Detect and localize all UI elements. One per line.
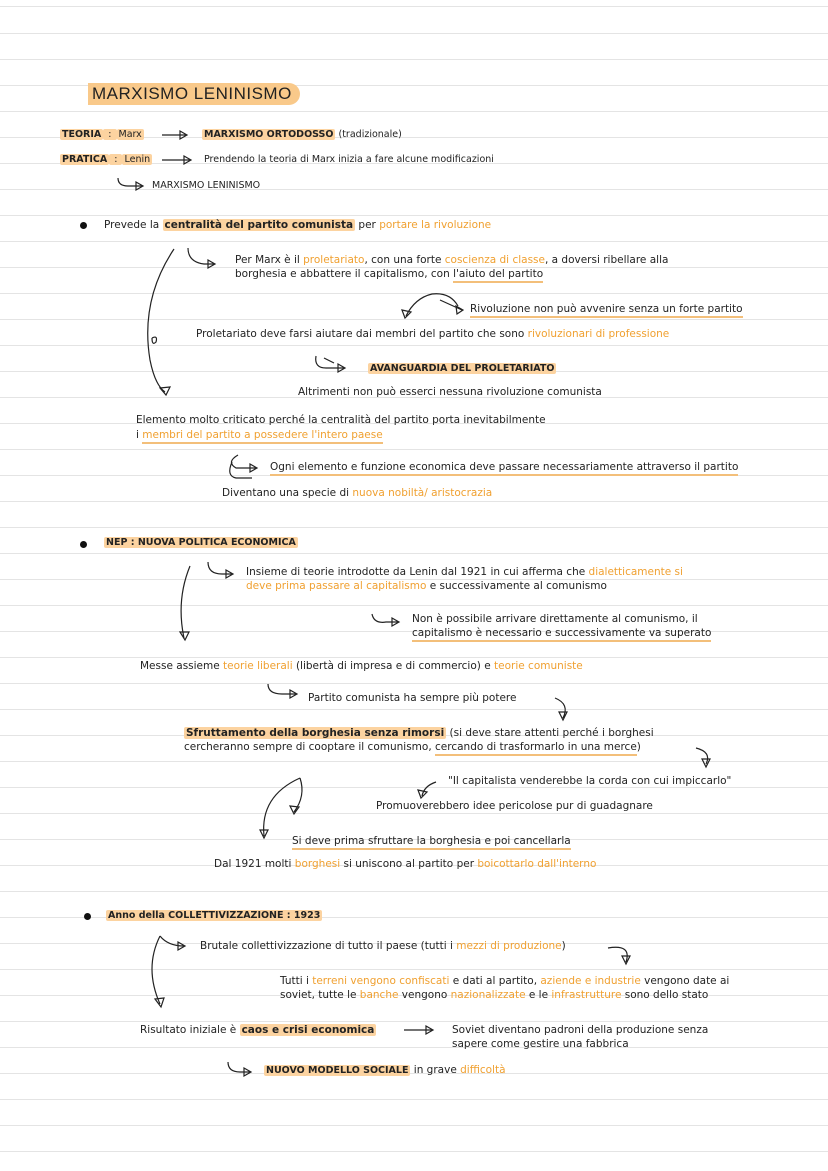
sec2-line11	[292, 835, 571, 848]
sec2-l12d: boicottarlo dall'interno	[477, 858, 597, 870]
sec3-l3c: vengono	[398, 989, 451, 1001]
teoria-note: (tradizionale)	[335, 129, 402, 140]
sec1-line11	[222, 487, 492, 500]
sec2-line5	[140, 660, 583, 673]
arrow-sec3-a	[160, 936, 185, 950]
arrow-pratica-sub	[118, 178, 143, 190]
sec1-l11b: nuova nobiltà/ aristocrazia	[352, 487, 493, 499]
sec1-l2d: coscienza di classe	[444, 254, 545, 266]
sec3-l1a: Brutale collettivizzazione di tutto il paese (tutti i	[200, 940, 457, 952]
teoria-result: MARXISMO ORTODOSSO	[204, 129, 334, 140]
sec2-l11: Si deve prima sfruttare la borghesia e poi cancellarla	[292, 835, 571, 850]
sec3-line1	[200, 940, 566, 953]
sec3-l7b: in grave	[410, 1064, 461, 1076]
sec2-line8	[184, 741, 641, 754]
sec3-line3	[280, 989, 708, 1002]
sec1-l5a: Proletariato deve farsi aiutare dai membri del partito che sono	[196, 328, 528, 340]
arrow-sec2-b	[372, 614, 399, 626]
pratica-value: Lenin	[124, 154, 151, 165]
sec1-l9a: i	[136, 429, 143, 441]
sec1-l1b: centralità del partito comunista	[164, 219, 354, 231]
sec1-line3	[235, 268, 543, 281]
sec2-l9: "Il capitalista venderebbe la corda con cui impiccarlo"	[448, 775, 732, 787]
sec1-line2	[235, 254, 668, 267]
sec1-l9b: membri del partito a possedere l'intero paese	[142, 429, 382, 444]
sec2-l4: capitalismo è necessario e successivamente va superato	[412, 627, 711, 642]
sec1-l2b: proletariato	[303, 254, 365, 266]
sec2-l2b: e successivamente al comunismo	[426, 580, 607, 592]
sec1-l6: AVANGUARDIA DEL PROLETARIATO	[370, 363, 555, 374]
sec3-l7a: NUOVO MODELLO SOCIALE	[266, 1065, 409, 1076]
sec1-l3a: borghesia e abbattere il capitalismo, con	[235, 268, 454, 280]
sec2-l6: Partito comunista ha sempre più potere	[308, 692, 517, 704]
sec3-l4a: Risultato iniziale è	[140, 1024, 240, 1036]
sec2-l7a: Sfruttamento della borghesia senza rimorsi	[186, 727, 445, 739]
arrow-sec2-h	[290, 778, 302, 814]
arrow-sec3-main	[152, 936, 164, 1007]
sec2-l12b: borghesi	[294, 858, 341, 870]
sec1-line10	[270, 461, 738, 474]
arrow-pratica	[162, 156, 191, 164]
sec2-l5a: Messe assieme	[140, 660, 224, 672]
arrow-sec1-b	[402, 294, 458, 318]
arrow-sec1-e	[230, 462, 252, 478]
sec3-l3f: infrastrutture	[551, 989, 622, 1001]
sec2-l12c: si uniscono al partito per	[340, 858, 478, 870]
sec3-l2a: Tutti i	[280, 975, 313, 987]
sec2-l2a: deve prima passare al capitalismo	[246, 580, 427, 592]
sec3-l2b: terreni vengono confiscati	[312, 975, 450, 987]
arrow-sec2-e	[696, 748, 710, 767]
arrow-sec1-c2	[324, 358, 334, 363]
sec2-head-line	[104, 536, 298, 549]
arrow-sec1-b2	[440, 300, 463, 314]
bullet-sec1	[80, 222, 87, 229]
arrow-sec2-d	[555, 698, 567, 720]
sec2-line1	[246, 566, 683, 579]
sec2-l1a: Insieme di teorie introdotte da Lenin dal 1921 in cui afferma che	[246, 566, 589, 578]
sec2-l1b: dialetticamente si	[588, 566, 683, 578]
sec2-l5b: teorie liberali	[223, 660, 293, 672]
sec1-l8: Elemento molto criticato perché la centralità del partito porta inevitabilmente	[136, 414, 546, 426]
arrow-sec2-c	[268, 684, 297, 698]
sec2-l5d: teorie comuniste	[494, 660, 583, 672]
arrow-sec1-c	[316, 356, 345, 372]
sec1-l2a: Per Marx è il	[235, 254, 304, 266]
arrow-sec2-main	[180, 566, 190, 640]
teoria-sep: :	[105, 129, 115, 140]
arrow-sec2-g	[260, 778, 300, 838]
sec1-line4	[470, 303, 743, 316]
sec1-l2c: , con una forte	[364, 254, 445, 266]
sec3-line4	[140, 1024, 376, 1037]
sec3-head: Anno della COLLETTIVIZZAZIONE : 1923	[108, 910, 321, 921]
teoria-line	[60, 128, 144, 141]
bullet-sec3	[84, 913, 91, 920]
sec2-l5c: (libertà di impresa e di commercio) e	[292, 660, 495, 672]
sec3-line7	[264, 1064, 506, 1077]
sec3-l3a: soviet, tutte le	[280, 989, 360, 1001]
sec2-l8c: )	[636, 741, 641, 753]
arrow-teoria	[162, 131, 187, 139]
teoria-result-line	[202, 128, 402, 141]
sec1-l1c: per	[355, 219, 380, 231]
sec3-l3d: nazionalizzate	[450, 989, 526, 1001]
page-title: MARXISMO LENINISMO	[88, 83, 300, 105]
sec1-l2e: , a doversi ribellare alla	[544, 254, 669, 266]
sec1-l3b: l'aiuto del partito	[453, 268, 543, 283]
bullet-sec2	[80, 541, 87, 548]
pratica-sep: :	[111, 154, 121, 165]
sec2-l8a: cercheranno sempre di cooptare il comunismo,	[184, 741, 436, 753]
sec3-head-line	[106, 909, 322, 922]
arrow-sec3-d	[228, 1062, 251, 1076]
sec3-l3b: banche	[359, 989, 399, 1001]
sec3-l3e: e le	[525, 989, 552, 1001]
sec1-line5	[196, 328, 669, 341]
sec3-l1c: )	[561, 940, 566, 952]
sec3-l2c: e dati al partito,	[449, 975, 541, 987]
sec3-l4b: caos e crisi economica	[241, 1024, 375, 1036]
sec2-line2	[246, 580, 607, 593]
arrow-sec3-b	[608, 947, 630, 964]
sec3-l2e: vengono date ai	[640, 975, 730, 987]
sec2-l12a: Dal 1921 molti	[214, 858, 295, 870]
sec2-line12	[214, 858, 596, 871]
sec3-l5: Soviet diventano padroni della produzione senza	[452, 1024, 709, 1036]
sec2-head: NEP : NUOVA POLITICA ECONOMICA	[106, 537, 296, 548]
arrow-sec3-c	[404, 1026, 433, 1034]
sec2-line4	[412, 627, 711, 640]
sec1-l7: Altrimenti non può esserci nessuna rivoluzione comunista	[298, 386, 602, 398]
sec3-line2	[280, 975, 729, 988]
sec1-l1a: Prevede la	[104, 219, 163, 231]
pratica-result: Prendendo la teoria di Marx inizia a fare alcune modificazioni	[204, 154, 494, 165]
sec1-l1d: portare la rivoluzione	[379, 219, 492, 231]
pratica-label: PRATICA	[62, 154, 108, 165]
sec2-line7	[184, 727, 654, 740]
sec2-l10: Promuoverebbero idee pericolose pur di guadagnare	[376, 800, 653, 812]
arrow-sec2-f	[418, 782, 436, 798]
sec1-line6	[368, 362, 556, 375]
sec1-l4: Rivoluzione non può avvenire senza un forte partito	[470, 303, 743, 318]
arrow-sec2-a	[208, 562, 233, 578]
sec1-l10: Ogni elemento e funzione economica deve passare necessariamente attraverso il partito	[270, 461, 738, 476]
arrow-sec1-a	[188, 248, 215, 268]
sec1-line1	[104, 219, 491, 232]
teoria-value: Marx	[118, 129, 142, 140]
sec2-l3: Non è possibile arrivare direttamente al comunismo, il	[412, 613, 698, 625]
sec1-line9	[136, 429, 383, 442]
sec2-l7b: (si deve stare attenti perché i borghesi	[446, 727, 654, 739]
arrow-sec1-main	[148, 249, 174, 395]
pratica-sub: MARXISMO LENINISMO	[152, 180, 261, 191]
sec3-l6: sapere come gestire una fabbrica	[452, 1038, 629, 1050]
teoria-label: TEORIA	[62, 129, 102, 140]
arrow-sec1-d	[231, 455, 257, 472]
sec2-l8b: cercando di trasformarlo in una merce	[435, 741, 637, 756]
loop-mark	[152, 337, 157, 343]
sec3-l1b: mezzi di produzione	[456, 940, 562, 952]
sec1-l5b: rivoluzionari di professione	[527, 328, 670, 340]
sec3-l7c: difficoltà	[460, 1064, 506, 1076]
sec1-l11a: Diventano una specie di	[222, 487, 353, 499]
pratica-line	[60, 153, 152, 166]
sec3-l2d: aziende e industrie	[540, 975, 641, 987]
sec3-l3g: sono dello stato	[621, 989, 709, 1001]
